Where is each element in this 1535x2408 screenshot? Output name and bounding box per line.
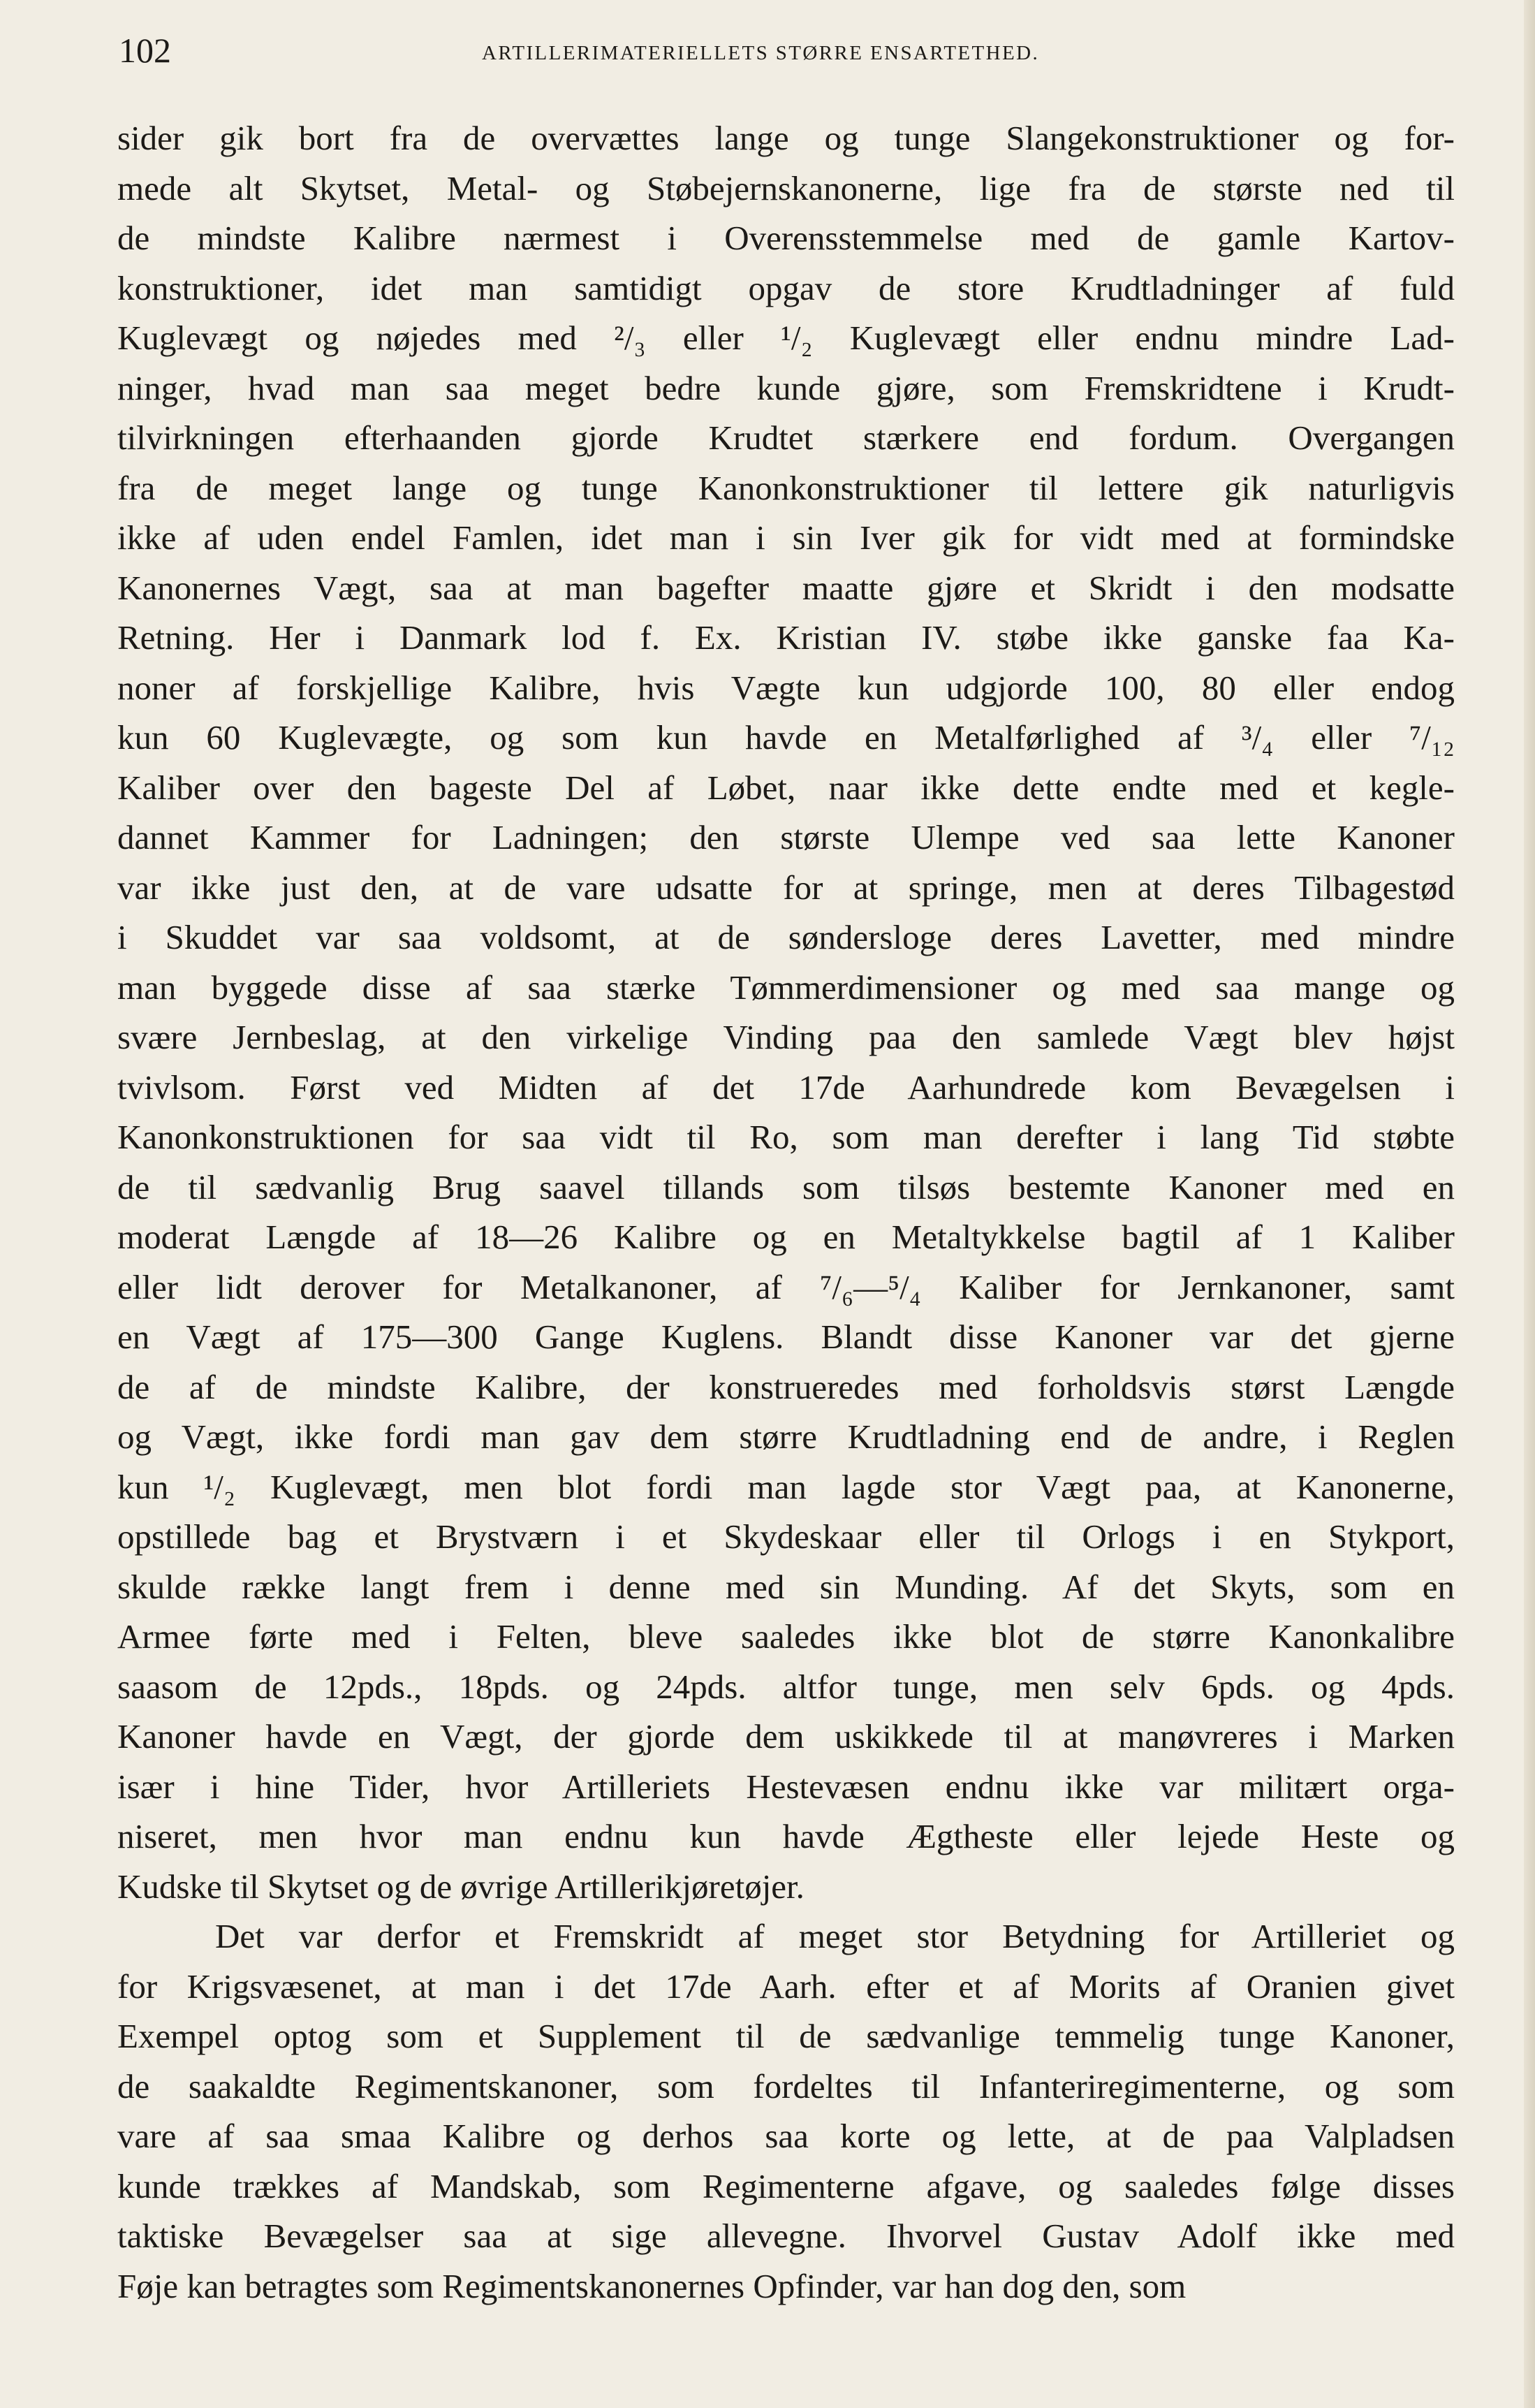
text-line: de af de mindste Kalibre, der konstrueredes med forholdsvis størst Længde	[117, 1367, 1455, 1406]
text-line: de saakaldte Regimentskanoner, som fordeltes til Infanteriregimenterne, og som	[117, 2066, 1455, 2106]
text-line: Kanoner havde en Vægt, der gjorde dem uskikkede til at manøvreres i Marken	[117, 1717, 1455, 1756]
text-line: vare af saa smaa Kalibre og derhos saa korte og lette, at de paa Valpladsen	[117, 2117, 1455, 2155]
text-line: tvivlsom. Først ved Midten af det 17de Aarhundrede kom Bevægelsen i	[117, 1067, 1455, 1107]
text-line: opstillede bag et Brystværn i et Skydeskaar eller til Orlogs i en Stykport,	[117, 1517, 1455, 1556]
text-line: ninger, hvad man saa meget bedre kunde gjøre, som Fremskridtene i Krudt-	[117, 368, 1455, 407]
text-line: Retning. Her i Danmark lod f. Ex. Kristian IV. støbe ikke ganske faa Ka-	[117, 618, 1455, 657]
text-line: kun ¹/₂ Kuglevægt, men blot fordi man lagde stor Vægt paa, at Kanonerne,	[117, 1467, 1455, 1506]
text-line: en Vægt af 175—300 Gange Kuglens. Blandt disse Kanoner var det gjerne	[117, 1318, 1455, 1356]
text-line: konstruktioner, idet man samtidigt opgav de store Krudtladninger af fuld	[117, 268, 1455, 307]
text-line: kun 60 Kuglevægte, og som kun havde en Metalførlighed af ³/₄ eller ⁷/₁₂	[117, 718, 1455, 757]
running-title: ARTILLERIMATERIELLETS STØRRE ENSARTETHED.	[482, 42, 1040, 64]
text-line: moderat Længde af 18—26 Kalibre og en Metaltykkelse bagtil af 1 Kaliber	[117, 1218, 1455, 1256]
text-line: mede alt Skytset, Metal- og Støbejernskanonerne, lige fra de største ned til	[117, 168, 1455, 207]
paragraph	[117, 113, 1455, 1911]
text-line: Kanonernes Vægt, saa at man bagefter maatte gjøre et Skridt i den modsatte	[117, 568, 1455, 607]
text-line: især i hine Tider, hvor Artilleriets Hestevæsen endnu ikke var militært orga-	[117, 1767, 1455, 1806]
text-line: kunde trækkes af Mandskab, som Regimenterne afgave, og saaledes følge disses	[117, 2166, 1455, 2205]
text-line: Kanonkonstruktionen for saa vidt til Ro, som man derefter i lang Tid støbte	[117, 1118, 1455, 1156]
text-line: Exempel optog som et Supplement til de sædvanlige temmelig tunge Kanoner,	[117, 2017, 1455, 2055]
text-line: for Krigsvæsenet, at man i det 17de Aarh. efter et af Morits af Oranien givet	[117, 1966, 1455, 2006]
page-header	[119, 29, 1467, 71]
text-line: og Vægt, ikke fordi man gav dem større Krudtladning end de andre, i Reglen	[117, 1417, 1455, 1456]
text-line: Armee førte med i Felten, bleve saaledes ikke blot de større Kanonkalibre	[117, 1617, 1455, 1656]
text-line: Det var derfor et Fremskridt af meget stor Betydning for Artilleriet og	[215, 1917, 1455, 1955]
page-number: 102	[119, 31, 171, 70]
text-line: taktiske Bevægelser saa at sige allevegne. Ihvorvel Gustav Adolf ikke med	[117, 2217, 1455, 2255]
text-line: svære Jernbeslag, at den virkelige Vinding paa den samlede Vægt blev højst	[117, 1018, 1455, 1056]
text-line: ikke af uden endel Famlen, idet man i sin Iver gik for vidt med at formindske	[117, 518, 1455, 557]
text-line: Kuglevægt og nøjedes med ²/₃ eller ¹/₂ Kuglevægt eller endnu mindre Lad-	[117, 319, 1455, 357]
text-line: Kudske til Skytset og de øvrige Artillerikjøretøjer.	[117, 1867, 805, 1906]
text-line: Kaliber over den bageste Del af Løbet, naar ikke dette endte med et kegle-	[117, 768, 1455, 807]
paragraph	[117, 1911, 1455, 2311]
text-line: sider gik bort fra de overvættes lange og tunge Slangekonstruktioner og for-	[117, 119, 1455, 157]
text-line: skulde række langt frem i denne med sin Munding. Af det Skyts, som en	[117, 1567, 1455, 1606]
text-line: saasom de 12pds., 18pds. og 24pds. altfor tunge, men selv 6pds. og 4pds.	[117, 1667, 1455, 1706]
text-line: tilvirkningen efterhaanden gjorde Krudtet stærkere end fordum. Overgangen	[117, 418, 1455, 457]
text-line: dannet Kammer for Ladningen; den største Ulempe ved saa lette Kanoner	[117, 818, 1455, 856]
text-line: var ikke just den, at de vare udsatte for at springe, men at deres Tilbagestød	[117, 868, 1455, 907]
text-line: fra de meget lange og tunge Kanonkonstruktioner til lettere gik naturligvis	[117, 468, 1455, 507]
text-line: niseret, men hvor man endnu kun havde Ægtheste eller lejede Heste og	[117, 1817, 1455, 1855]
text-line: man byggede disse af saa stærke Tømmerdimensioner og med saa mange og	[117, 968, 1455, 1007]
text-line: Føje kan betragtes som Regimentskanonernes Opfinder, var han dog den, som	[117, 2266, 1187, 2305]
text-line: de til sædvanlig Brug saavel tillands som tilsøs bestemte Kanoner med en	[117, 1167, 1455, 1206]
body-text	[117, 113, 1455, 2311]
page-edge	[1524, 0, 1535, 2408]
text-line: i Skuddet var saa voldsomt, at de søndersloge deres Lavetter, med mindre	[117, 918, 1455, 956]
text-line: noner af forskjellige Kalibre, hvis Vægte kun udgjorde 100, 80 eller endog	[117, 668, 1455, 707]
text-line: eller lidt derover for Metalkanoner, af ⁷/₆—⁵/₄ Kaliber for Jernkanoner, samt	[117, 1267, 1455, 1306]
text-line: de mindste Kalibre nærmest i Overensstemmelse med de gamle Kartov-	[117, 219, 1455, 257]
